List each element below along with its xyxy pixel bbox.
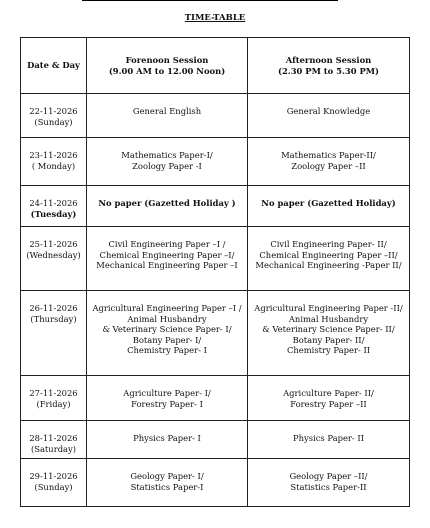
exam-date: 26-11-2026 xyxy=(29,303,78,313)
forenoon-paper-line: Geology Paper- I/ xyxy=(130,471,204,481)
forenoon-cell xyxy=(87,138,248,186)
date-day-cell xyxy=(21,138,87,186)
date-day-cell xyxy=(21,459,87,507)
forenoon-paper-line: Chemical Engineering Paper –I/ xyxy=(99,249,235,260)
forenoon-title: Forenoon Session xyxy=(125,55,209,65)
header-afternoon xyxy=(248,38,410,94)
afternoon-paper-line: General Knowledge xyxy=(286,106,371,116)
afternoon-time: (2.30 PM to 5.30 PM) xyxy=(278,65,379,76)
forenoon-paper-line: Civil Engineering Paper –I / xyxy=(108,239,226,249)
forenoon-paper-line: Agricultural Engineering Paper –I / xyxy=(92,303,242,313)
forenoon-cell xyxy=(87,227,248,291)
exam-date: 29-11-2026 xyxy=(29,471,78,481)
exam-day: (Thursday) xyxy=(30,313,77,324)
forenoon-cell xyxy=(87,94,248,138)
forenoon-cell xyxy=(87,291,248,376)
forenoon-paper-line: General English xyxy=(132,106,202,116)
forenoon-paper-line: Statistics Paper-I xyxy=(130,481,204,492)
date-day-cell xyxy=(21,94,87,138)
table-row xyxy=(21,138,410,186)
exam-date: 25-11-2026 xyxy=(29,239,78,249)
afternoon-paper-line: Physics Paper- II xyxy=(292,433,365,443)
exam-date: 24-11-2026 xyxy=(29,198,78,208)
afternoon-cell xyxy=(248,376,410,421)
table-row xyxy=(21,421,410,459)
afternoon-paper-line: & Veterinary Science Paper- II/ xyxy=(262,324,395,334)
afternoon-paper-line: Chemistry Paper- II xyxy=(286,345,371,355)
forenoon-cell xyxy=(87,459,248,507)
forenoon-cell xyxy=(87,186,248,227)
afternoon-paper-line: Mathematics Paper-II/ xyxy=(281,150,376,160)
afternoon-paper-line: Statistics Paper-II xyxy=(290,481,367,492)
exam-day: (Sunday) xyxy=(34,116,73,127)
date-day-cell xyxy=(21,291,87,376)
date-day-cell xyxy=(21,227,87,291)
afternoon-paper-line: Agriculture Paper- II/ xyxy=(283,388,374,398)
afternoon-paper-line: Mechanical Engineering -Paper II/ xyxy=(255,260,402,270)
afternoon-cell xyxy=(248,94,410,138)
forenoon-paper-line: Agriculture Paper- I/ xyxy=(123,388,211,398)
afternoon-paper-line: Botany Paper- II/ xyxy=(292,334,365,345)
header-forenoon xyxy=(87,38,248,94)
table-row xyxy=(21,291,410,376)
forenoon-cell xyxy=(87,376,248,421)
afternoon-paper-line: Animal Husbandry xyxy=(288,313,369,324)
page-title: TIME-TABLE xyxy=(184,13,246,23)
afternoon-paper-line: Forestry Paper –II xyxy=(290,398,367,409)
afternoon-cell xyxy=(248,186,410,227)
exam-date: 22-11-2026 xyxy=(29,106,78,116)
forenoon-paper-line: Forestry Paper- I xyxy=(131,398,203,409)
afternoon-paper-line: Zoology Paper –II xyxy=(291,160,366,171)
table-row xyxy=(21,459,410,507)
exam-date: 23-11-2026 xyxy=(29,150,78,160)
afternoon-paper-line: Civil Engineering Paper- II/ xyxy=(270,239,387,249)
afternoon-paper-line: Chemical Engineering Paper –II/ xyxy=(259,249,398,260)
afternoon-cell xyxy=(248,291,410,376)
forenoon-paper-line: Animal Husbandry xyxy=(127,313,207,324)
exam-date: 27-11-2026 xyxy=(29,388,78,398)
table-row xyxy=(21,376,410,421)
exam-day: (Tuesday) xyxy=(30,208,77,219)
exam-day: ( Monday) xyxy=(31,160,76,171)
forenoon-paper-line: No paper (Gazetted Holiday ) xyxy=(98,198,236,208)
exam-day: (Wednesday) xyxy=(26,249,81,260)
date-day-cell xyxy=(21,186,87,227)
forenoon-paper-line: Botany Paper- I/ xyxy=(132,334,202,345)
afternoon-paper-line: Geology Paper –II/ xyxy=(289,471,368,481)
table-row xyxy=(21,186,410,227)
date-day-cell xyxy=(21,376,87,421)
afternoon-cell xyxy=(248,138,410,186)
afternoon-paper-line: Agricultural Engineering Paper -II/ xyxy=(254,303,403,313)
header-row xyxy=(21,38,410,94)
table-row xyxy=(21,94,410,138)
forenoon-paper-line: Zoology Paper -I xyxy=(132,160,202,171)
table-row xyxy=(21,227,410,291)
forenoon-paper-line: & Veterinary Science Paper- I/ xyxy=(102,324,232,334)
forenoon-paper-line: Mechanical Engineering Paper –I xyxy=(96,260,238,270)
exam-day: (Friday) xyxy=(36,398,71,409)
forenoon-paper-line: Physics Paper- I xyxy=(133,433,201,443)
afternoon-cell xyxy=(248,421,410,459)
timetable xyxy=(20,37,410,507)
exam-date: 28-11-2026 xyxy=(29,433,78,443)
forenoon-paper-line: Mathematics Paper-I/ xyxy=(121,150,213,160)
header-date-day: Date & Day xyxy=(21,38,87,94)
forenoon-paper-line: Chemistry Paper- I xyxy=(127,345,207,355)
afternoon-cell xyxy=(248,227,410,291)
exam-day: (Saturday) xyxy=(30,443,77,454)
top-rule xyxy=(82,0,338,1)
date-day-cell xyxy=(21,421,87,459)
afternoon-title: Afternoon Session xyxy=(285,55,372,65)
forenoon-time: (9.00 AM to 12.00 Noon) xyxy=(108,65,226,76)
timetable-body xyxy=(21,94,410,507)
afternoon-cell xyxy=(248,459,410,507)
exam-day: (Sunday) xyxy=(34,481,73,492)
afternoon-paper-line: No paper (Gazetted Holiday) xyxy=(261,198,396,208)
forenoon-cell xyxy=(87,421,248,459)
